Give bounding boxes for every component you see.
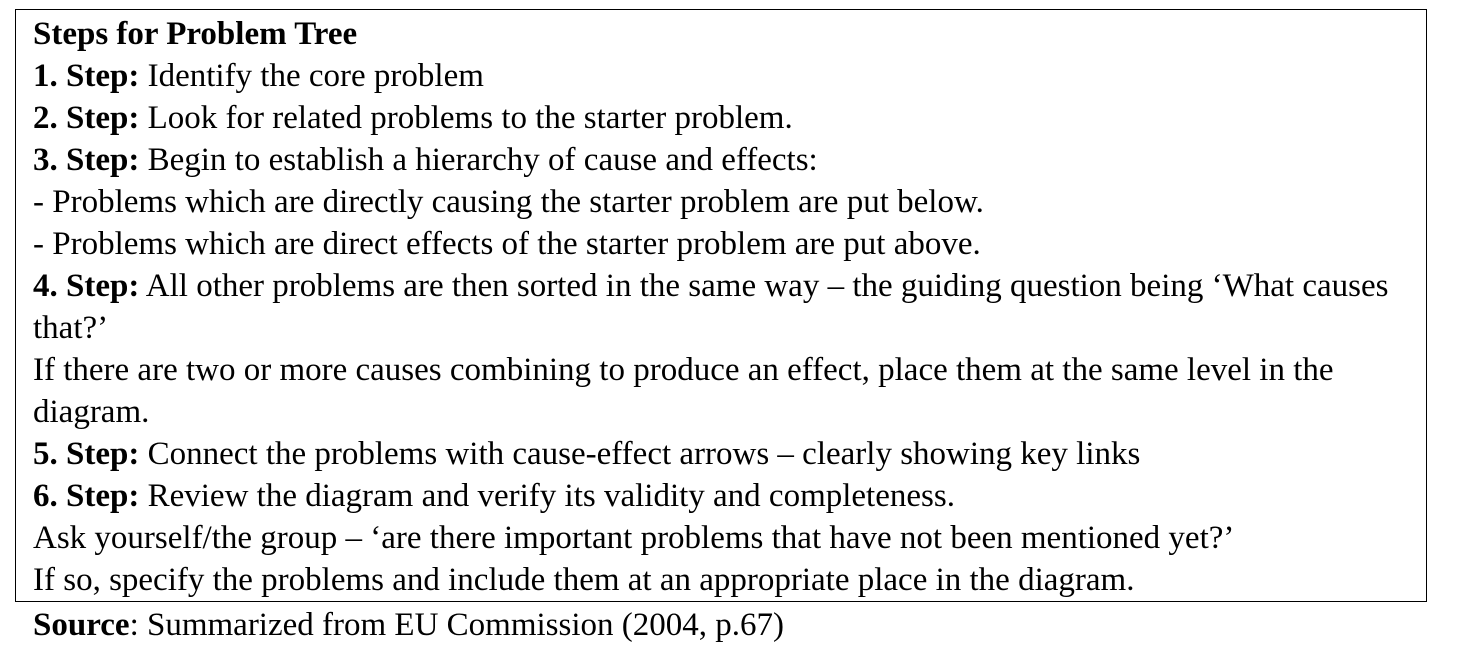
step-text: Identify the core problem bbox=[139, 58, 484, 94]
step-4-note: If there are two or more causes combining to produce an effect, place them at the same level in the diagram. bbox=[33, 352, 1334, 430]
step-3-note-below: - Problems which are directly causing the starter problem are put below. bbox=[33, 184, 984, 220]
step-5 bbox=[33, 433, 1418, 475]
step-text: Review the diagram and verify its validity and completeness. bbox=[139, 478, 955, 514]
step-text: Begin to establish a hierarchy of cause and effects: bbox=[139, 142, 818, 178]
box-title: Steps for Problem Tree bbox=[33, 16, 358, 52]
step-text: Connect the problems with cause-effect arrows – clearly showing key links bbox=[139, 436, 1141, 472]
source-citation bbox=[33, 604, 784, 646]
step-4 bbox=[33, 265, 1418, 349]
source-text: : Summarized from EU Commission (2004, p.67) bbox=[129, 607, 785, 643]
step-2 bbox=[33, 97, 1418, 139]
step-text: All other problems are then sorted in the same way – the guiding question being ‘What causes that?’ bbox=[33, 268, 1389, 346]
step-label: 1. Step: bbox=[33, 58, 140, 94]
step-6-note-specify: If so, specify the problems and include them at an appropriate place in the diagram. bbox=[33, 562, 1135, 598]
step-6 bbox=[33, 475, 1418, 517]
step-1 bbox=[33, 55, 1418, 97]
steps-content bbox=[33, 13, 1418, 601]
step-3-note-above: - Problems which are direct effects of the starter problem are put above. bbox=[33, 226, 981, 262]
step-6-note-ask: Ask yourself/the group – ‘are there important problems that have not been mentioned yet?’ bbox=[33, 520, 1235, 556]
step-text: Look for related problems to the starter problem. bbox=[139, 100, 793, 136]
step-label: 3. Step: bbox=[33, 142, 140, 178]
step-label: 6. Step: bbox=[33, 478, 140, 514]
step-label: 4. Step: bbox=[33, 268, 140, 304]
step-3 bbox=[33, 139, 1418, 181]
source-label: Source bbox=[33, 607, 130, 643]
step-label: 5. Step: bbox=[33, 436, 140, 472]
step-label: 2. Step: bbox=[33, 100, 140, 136]
